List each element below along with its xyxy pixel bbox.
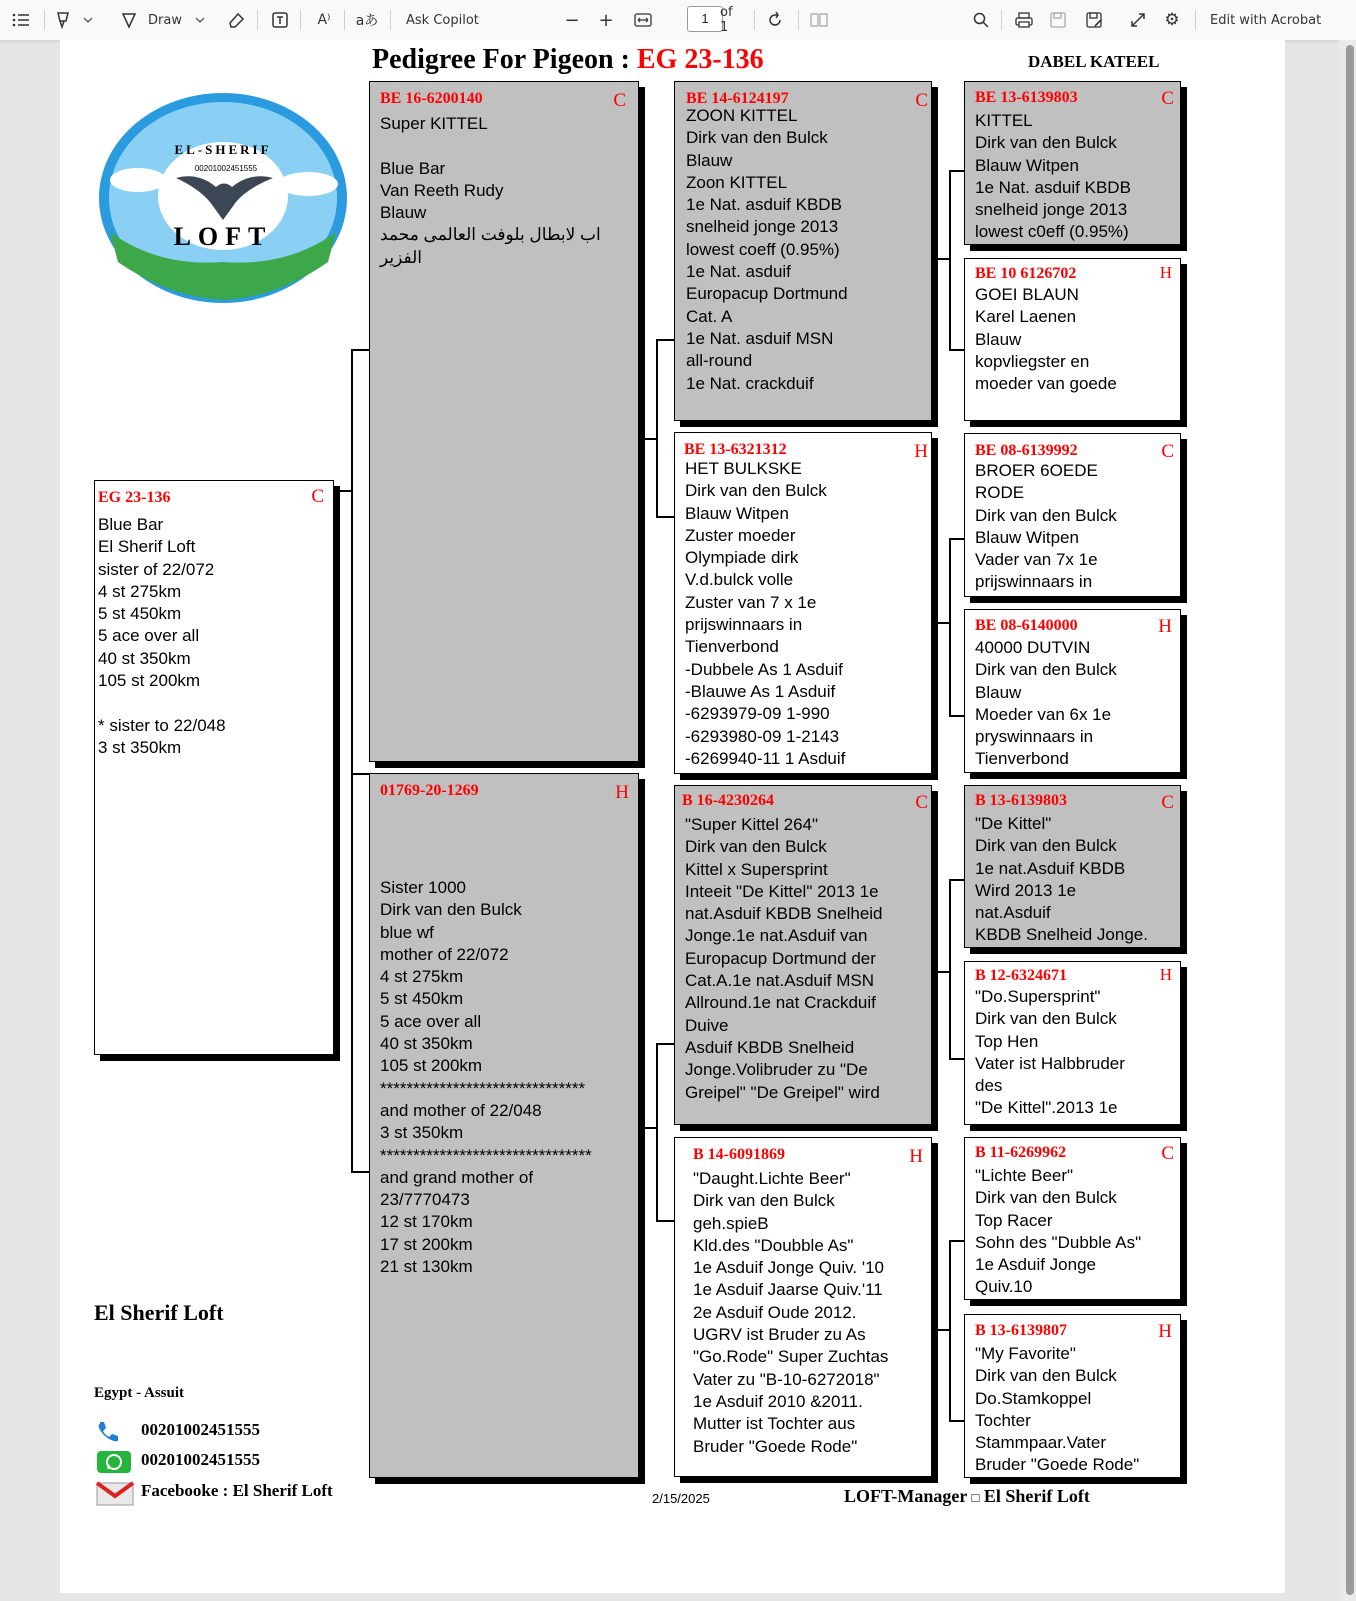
print-icon[interactable]: [1012, 0, 1036, 40]
facebook-link: Facebooke : El Sherif Loft: [141, 1481, 333, 1500]
ring-number: B 13-6139803: [975, 792, 1067, 809]
page-title: [372, 44, 764, 76]
connector: [334, 490, 352, 492]
connector: [656, 1043, 658, 1220]
phone-icon: [96, 1420, 132, 1444]
pedigree-box-dam: [369, 773, 639, 1478]
pedigree-box-sss: [964, 81, 1181, 245]
phone-number: 00201002451555: [141, 1420, 260, 1439]
email-icon: [96, 1480, 134, 1506]
ring-number: B 12-6324671: [975, 967, 1067, 984]
ring-number: B 16-4230264: [682, 792, 774, 809]
chevron-down-icon[interactable]: [80, 0, 96, 40]
sex-marker: C: [1161, 792, 1174, 813]
sex-marker: C: [1161, 88, 1174, 109]
connector: [936, 622, 950, 624]
fit-page-icon[interactable]: [632, 0, 654, 40]
fullscreen-icon[interactable]: [1126, 0, 1150, 40]
list-icon[interactable]: [8, 0, 34, 40]
sex-marker: H: [1158, 616, 1172, 637]
ring-number: B 11-6269962: [975, 1144, 1067, 1161]
pedigree-box-dam-sire: [674, 785, 932, 1125]
connector: [936, 258, 950, 260]
sex-marker: C: [1161, 1143, 1174, 1164]
connector: [656, 339, 674, 341]
highlight-icon[interactable]: [52, 0, 74, 40]
connector: [656, 339, 658, 516]
pedigree-box-sire: [369, 81, 639, 762]
ring-number: BE 16-6200140: [380, 90, 483, 107]
location: Egypt - Assuit: [94, 1385, 185, 1401]
ring-number: EG 23-136: [98, 489, 171, 506]
ask-copilot-button[interactable]: Ask Copilot: [406, 12, 479, 28]
connector: [949, 1240, 964, 1242]
connector: [949, 1240, 951, 1420]
title-prefix: Pedigree For Pigeon :: [372, 44, 630, 75]
pigeon-details: GOEI BLAUN Karel Laenen Blauw kopvliegster en moeder van goede: [975, 285, 1117, 394]
connector: [351, 773, 369, 775]
connector: [949, 170, 964, 172]
connector: [949, 170, 951, 349]
draw-chevron-icon[interactable]: [192, 0, 208, 40]
connector: [949, 1058, 964, 1060]
pedigree-box-dds: [964, 1137, 1181, 1300]
text-box-icon[interactable]: [268, 0, 292, 40]
pigeon-details: "Super Kittel 264" Dirk van den Bulck Kittel x Supersprint Inteeit "De Kittel" 2013 1e nat.Asduif KBDB Snelheid Jonge.1e nat.Asduif van Europacup Dortmund der Cat.A.1e nat.Asduif MSN Allround.1e nat Crackduif Duive Asduif KBDB Snelheid Jonge.Volibruder zu "De Greipel" "De Greipel" wird: [685, 815, 883, 1102]
edit-with-acrobat-button[interactable]: Edit with Acrobat: [1210, 12, 1322, 28]
pedigree-box-sire-sire: [674, 81, 932, 421]
sex-marker: C: [311, 486, 324, 507]
sex-marker: H: [1159, 965, 1172, 984]
pigeon-details: "Do.Supersprint" Dirk van den Bulck Top Hen Vater ist Halbbruder des "De Kittel".2013 1e: [975, 987, 1125, 1118]
pedigree-box-dam-dam: [674, 1137, 932, 1477]
sex-marker: C: [1161, 441, 1174, 462]
footer-loft: El Sherif Loft: [983, 1486, 1090, 1506]
draw-button[interactable]: Draw: [148, 12, 182, 28]
pigeon-details: HET BULKSKE Dirk van den Bulck Blauw Witpen Zuster moeder Olympiade dirk V.d.bulck volle Zuster van 7 x 1e prijswinnaars in Tienverbond -Dubbele As 1 Asduif -Blauwe As 1 Asduif -6293979-09 1-990 -6293980-09 1-2143 -6269940-11 1 Asduif: [685, 459, 846, 768]
footer-box: □: [971, 1490, 980, 1505]
sex-marker: H: [1159, 263, 1172, 282]
eraser-icon[interactable]: [224, 0, 248, 40]
pedigree-box-subject: [94, 480, 334, 1055]
loft-name: El Sherif Loft: [94, 1300, 224, 1325]
settings-icon[interactable]: ⚙: [1164, 10, 1180, 30]
pedigree-box-ssd: [964, 258, 1181, 421]
whatsapp-icon: [96, 1450, 132, 1474]
draw-icon[interactable]: [116, 0, 142, 40]
sex-marker: C: [613, 90, 626, 111]
rotate-icon[interactable]: [764, 0, 786, 40]
sex-marker: C: [915, 792, 928, 813]
pigeon-details: "Lichte Beer" Dirk van den Bulck Top Racer Sohn des "Dubble As" 1e Asduif Jonge Quiv.10: [975, 1166, 1142, 1297]
pigeon-details: KITTEL Dirk van den Bulck Blauw Witpen 1e Nat. asduif KBDB snelheid jonge 2013 lowest c0eff (0.95%): [975, 111, 1131, 242]
acrobat-toolbar: [0, 0, 1356, 41]
sex-marker: H: [615, 782, 629, 803]
connector: [936, 1329, 950, 1331]
connector: [351, 349, 353, 1172]
pedigree-box-dsd: [964, 961, 1181, 1125]
page-number-input[interactable]: 1: [687, 6, 723, 32]
save-icon[interactable]: [1046, 0, 1070, 40]
connector: [949, 879, 951, 1058]
search-icon[interactable]: [970, 0, 992, 40]
pigeon-details: Blue Bar El Sherif Loft sister of 22/072 4 st 275km 5 st 450km 5 ace over all 40 st 350km 105 st 200km * sister to 22/048 3 st 350km: [98, 515, 226, 757]
connector: [949, 1420, 964, 1422]
pedigree-box-sds: [964, 433, 1181, 597]
connector: [949, 715, 964, 717]
connector: [949, 879, 964, 881]
connector: [936, 971, 950, 973]
connector: [949, 538, 964, 540]
pigeon-details: Super KITTEL Blue Bar Van Reeth Rudy Blauw اب لابطال بلوفت العالمى محمد الفزير: [380, 114, 601, 267]
footer-software: LOFT-Manager: [844, 1486, 968, 1506]
zoom-in-icon[interactable]: +: [598, 9, 614, 31]
save-as-icon[interactable]: [1082, 0, 1106, 40]
pigeon-details: 40000 DUTVIN Dirk van den Bulck Blauw Moeder van 6x 1e pryswinnaars in Tienverbond: [975, 638, 1117, 769]
page-count: of 1: [720, 5, 733, 35]
pigeon-details: Sister 1000 Dirk van den Bulck blue wf mother of 22/072 4 st 275km 5 st 450km 5 ace over all 40 st 350km 105 st 200km ******************************* and mother of 22/048 3 st 350km ******************************** and grand mother of 23/7770473 12 st 170km 17 st 200km 21 st 130km: [380, 878, 592, 1277]
ring-number: BE 08-6139992: [975, 442, 1078, 459]
sex-marker: H: [1158, 1321, 1172, 1342]
translate-icon[interactable]: aあ: [355, 13, 379, 29]
footer-credit: [844, 1486, 1090, 1507]
header-right: DABEL KATEEL: [1028, 52, 1160, 71]
whatsapp-number: 00201002451555: [141, 1450, 260, 1469]
pigeon-details: ZOON KITTEL Dirk van den Bulck Blauw Zoon KITTEL 1e Nat. asduif KBDB snelheid jonge 2013 lowest coeff (0.95%) 1e Nat. asduif Europacup Dortmund Cat. A 1e Nat. asduif MSN all-round 1e Nat. crackduif: [686, 106, 848, 393]
read-aloud-icon[interactable]: A⁾: [317, 12, 331, 28]
ring-number: BE 13-6321312: [684, 441, 787, 458]
connector: [351, 1171, 369, 1173]
zoom-out-icon[interactable]: −: [564, 9, 580, 31]
connector: [949, 349, 964, 351]
pdf-page: [60, 40, 1285, 1593]
page-view-icon[interactable]: [808, 0, 830, 40]
pedigree-box-sdd: [964, 609, 1181, 773]
pigeon-details: "My Favorite" Dirk van den Bulck Do.Stamkoppel Tochter Stammpaar.Vater Bruder "Goede Rode": [975, 1344, 1140, 1475]
pigeon-details: BROER 6OEDE RODE Dirk van den Bulck Blauw Witpen Vader van 7x 1e prijswinnaars in: [975, 461, 1117, 592]
pedigree-box-ddd: [964, 1314, 1181, 1478]
ring-number: 01769-20-1269: [380, 782, 479, 799]
pedigree-box-sire-dam: [674, 432, 932, 774]
ring-number: BE 08-6140000: [975, 617, 1078, 634]
ring-number: BE 13-6139803: [975, 89, 1078, 106]
logo-bottom-text: LOFT: [173, 222, 273, 251]
logo-top-text: EL-SHERIF: [174, 142, 272, 157]
connector: [656, 1043, 674, 1045]
ring-number: BE 14-6124197: [686, 90, 789, 107]
print-date: 2/15/2025: [652, 1491, 710, 1506]
sex-marker: C: [915, 90, 928, 111]
ring-number: BE 10 6126702: [975, 265, 1077, 282]
sex-marker: H: [909, 1146, 923, 1167]
pigeon-details: "De Kittel" Dirk van den Bulck 1e nat.Asduif KBDB Wird 2013 1e nat.Asduif KBDB Snelheid Jonge.: [975, 814, 1148, 945]
loft-logo: [98, 92, 348, 304]
connector: [656, 1220, 674, 1222]
pigeon-details: "Daught.Lichte Beer" Dirk van den Bulck geh.spieB Kld.des "Doubble As" 1e Asduif Jonge Quiv. '10 1e Asduif Jaarse Quiv.'11 2e Asduif Oude 2012. UGRV ist Bruder zu As "Go.Rode" Super Zuchtas Vater zu "B-10-6272018" 1e Asduif 2010 &2011. Mutter ist Tochter aus Bruder "Goede Rode": [693, 1169, 889, 1456]
pedigree-box-dss: [964, 785, 1181, 948]
connector: [656, 516, 674, 518]
ring-number: B 13-6139807: [975, 1322, 1067, 1339]
title-ring: EG 23-136: [636, 44, 764, 75]
sex-marker: H: [914, 441, 928, 462]
scrollbar-thumb[interactable]: [1346, 45, 1354, 1595]
connector: [949, 538, 951, 715]
ring-number: B 14-6091869: [693, 1146, 785, 1163]
connector: [351, 349, 369, 351]
logo-phone: 00201002451555: [194, 164, 258, 173]
